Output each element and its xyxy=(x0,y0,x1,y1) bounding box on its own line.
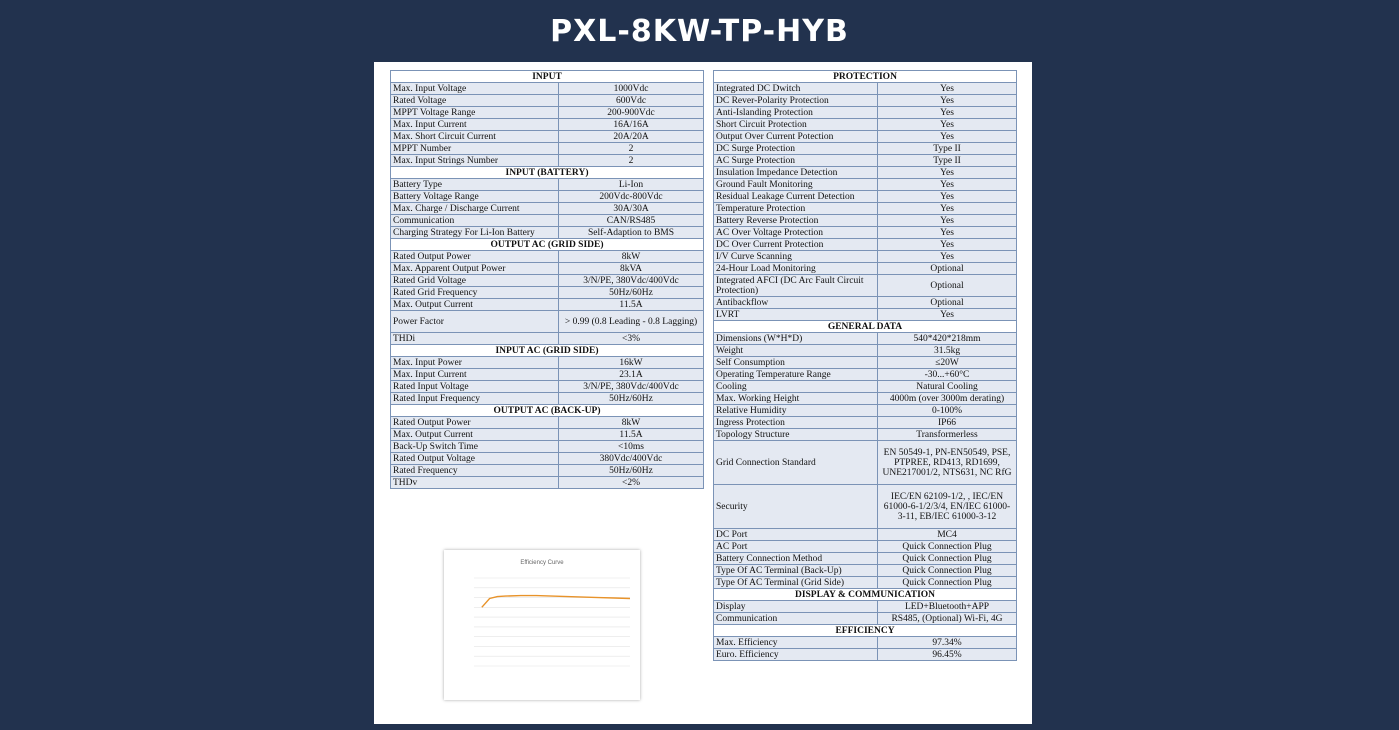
spec-sheet xyxy=(374,62,1032,724)
spec-label: Cooling xyxy=(714,381,878,393)
spec-value: CAN/RS485 xyxy=(559,215,704,227)
spec-label: Self Consumption xyxy=(714,357,878,369)
spec-label: Weight xyxy=(714,345,878,357)
spec-value: <10ms xyxy=(559,441,704,453)
section-header xyxy=(714,321,1017,333)
spec-value: 200Vdc-800Vdc xyxy=(559,191,704,203)
spec-label: Max. Input Power xyxy=(391,357,559,369)
spec-label: Display xyxy=(714,601,878,613)
spec-row xyxy=(391,453,704,465)
spec-value: Yes xyxy=(878,251,1017,263)
spec-value: Yes xyxy=(878,95,1017,107)
spec-row xyxy=(714,649,1017,661)
spec-value: Quick Connection Plug xyxy=(878,553,1017,565)
spec-label: Dimensions (W*H*D) xyxy=(714,333,878,345)
spec-value: 8kVA xyxy=(559,263,704,275)
spec-label: Power Factor xyxy=(391,311,559,333)
spec-label: Back-Up Switch Time xyxy=(391,441,559,453)
spec-row xyxy=(714,357,1017,369)
spec-value: Optional xyxy=(878,263,1017,275)
spec-label: Rated Grid Voltage xyxy=(391,275,559,287)
spec-label: Anti-Islanding Protection xyxy=(714,107,878,119)
spec-label: Rated Voltage xyxy=(391,95,559,107)
spec-row xyxy=(714,381,1017,393)
spec-label: Max. Short Circuit Current xyxy=(391,131,559,143)
spec-value: Type II xyxy=(878,155,1017,167)
spec-row xyxy=(714,613,1017,625)
spec-row xyxy=(714,227,1017,239)
spec-value: 16A/16A xyxy=(559,119,704,131)
spec-row xyxy=(714,309,1017,321)
spec-value: 2 xyxy=(559,155,704,167)
spec-row xyxy=(391,263,704,275)
spec-value: 3/N/PE, 380Vdc/400Vdc xyxy=(559,381,704,393)
spec-label: Integrated AFCI (DC Arc Fault Circuit Protection) xyxy=(714,275,878,297)
spec-label: Communication xyxy=(391,215,559,227)
spec-label: Insulation Impedance Detection xyxy=(714,167,878,179)
spec-value: Natural Cooling xyxy=(878,381,1017,393)
spec-value: 8kW xyxy=(559,251,704,263)
spec-row xyxy=(391,215,704,227)
spec-row xyxy=(714,541,1017,553)
spec-value: Yes xyxy=(878,179,1017,191)
spec-value: RS485, (Optional) Wi-Fi, 4G xyxy=(878,613,1017,625)
spec-table-right xyxy=(713,70,1017,661)
spec-row xyxy=(714,485,1017,529)
spec-value: Quick Connection Plug xyxy=(878,565,1017,577)
spec-label: THDv xyxy=(391,477,559,489)
section-header xyxy=(391,345,704,357)
spec-row xyxy=(714,143,1017,155)
spec-value: Yes xyxy=(878,227,1017,239)
spec-row xyxy=(391,287,704,299)
spec-label: Ground Fault Monitoring xyxy=(714,179,878,191)
spec-label: Battery Connection Method xyxy=(714,553,878,565)
spec-row xyxy=(391,107,704,119)
spec-row xyxy=(391,155,704,167)
spec-label: Max. Output Current xyxy=(391,299,559,311)
section-title: INPUT xyxy=(391,71,704,83)
spec-label: Relative Humidity xyxy=(714,405,878,417)
spec-row xyxy=(391,441,704,453)
spec-row xyxy=(714,297,1017,309)
spec-row xyxy=(391,357,704,369)
section-title: PROTECTION xyxy=(714,71,1017,83)
spec-label: AC Port xyxy=(714,541,878,553)
spec-row xyxy=(714,131,1017,143)
spec-row xyxy=(391,381,704,393)
spec-value: Yes xyxy=(878,203,1017,215)
section-header xyxy=(714,589,1017,601)
spec-row xyxy=(714,179,1017,191)
spec-label: Security xyxy=(714,485,878,529)
spec-label: DC Port xyxy=(714,529,878,541)
spec-label: Max. Apparent Output Power xyxy=(391,263,559,275)
spec-row xyxy=(714,239,1017,251)
spec-value: 97.34% xyxy=(878,637,1017,649)
spec-label: 24-Hour Load Monitoring xyxy=(714,263,878,275)
spec-value: 3/N/PE, 380Vdc/400Vdc xyxy=(559,275,704,287)
spec-row xyxy=(714,95,1017,107)
spec-row xyxy=(391,179,704,191)
spec-row xyxy=(714,167,1017,179)
spec-row xyxy=(391,465,704,477)
spec-value: Quick Connection Plug xyxy=(878,541,1017,553)
spec-value: ≤20W xyxy=(878,357,1017,369)
spec-row xyxy=(714,345,1017,357)
section-title: INPUT (BATTERY) xyxy=(391,167,704,179)
spec-row xyxy=(391,477,704,489)
spec-value: <2% xyxy=(559,477,704,489)
spec-label: Max. Input Voltage xyxy=(391,83,559,95)
spec-label: Integrated DC Dwitch xyxy=(714,83,878,95)
spec-value: IP66 xyxy=(878,417,1017,429)
spec-value: Yes xyxy=(878,107,1017,119)
spec-row xyxy=(714,191,1017,203)
chart-title: Efficiency Curve xyxy=(520,560,564,566)
spec-label: Battery Reverse Protection xyxy=(714,215,878,227)
spec-value: 11.5A xyxy=(559,429,704,441)
spec-label: Output Over Current Potection xyxy=(714,131,878,143)
spec-value: 50Hz/60Hz xyxy=(559,287,704,299)
spec-row xyxy=(714,429,1017,441)
section-title: OUTPUT AC (BACK-UP) xyxy=(391,405,704,417)
spec-table-left xyxy=(390,70,704,489)
spec-label: Euro. Efficiency xyxy=(714,649,878,661)
spec-row xyxy=(714,553,1017,565)
spec-label: Type Of AC Terminal (Back-Up) xyxy=(714,565,878,577)
spec-row xyxy=(391,131,704,143)
spec-label: Max. Input Current xyxy=(391,369,559,381)
spec-row xyxy=(714,601,1017,613)
spec-row xyxy=(714,565,1017,577)
spec-label: AC Over Voltage Protection xyxy=(714,227,878,239)
spec-label: Short Circuit Protection xyxy=(714,119,878,131)
spec-value: Yes xyxy=(878,119,1017,131)
spec-value: EN 50549-1, PN-EN50549, PSE, PTPREE, RD413, RD1699, UNE217001/2, NTS631, NC RfG xyxy=(878,441,1017,485)
spec-label: Max. Input Strings Number xyxy=(391,155,559,167)
spec-value: Optional xyxy=(878,275,1017,297)
spec-label: Antibackflow xyxy=(714,297,878,309)
spec-value: 8kW xyxy=(559,417,704,429)
spec-row xyxy=(714,417,1017,429)
spec-value: -30...+60°C xyxy=(878,369,1017,381)
spec-value: Yes xyxy=(878,239,1017,251)
efficiency-chart-svg xyxy=(444,550,640,700)
spec-value: 2 xyxy=(559,143,704,155)
spec-value: 20A/20A xyxy=(559,131,704,143)
section-header xyxy=(391,239,704,251)
section-header xyxy=(391,167,704,179)
spec-row xyxy=(391,83,704,95)
spec-row xyxy=(391,227,704,239)
spec-label: Rated Output Voltage xyxy=(391,453,559,465)
spec-row xyxy=(391,369,704,381)
spec-label: MPPT Number xyxy=(391,143,559,155)
spec-label: Rated Output Power xyxy=(391,417,559,429)
spec-row xyxy=(391,191,704,203)
section-header xyxy=(714,71,1017,83)
spec-value: 16kW xyxy=(559,357,704,369)
spec-value: Quick Connection Plug xyxy=(878,577,1017,589)
section-header xyxy=(714,625,1017,637)
spec-value: 540*420*218mm xyxy=(878,333,1017,345)
section-title: OUTPUT AC (GRID SIDE) xyxy=(391,239,704,251)
spec-label: AC Surge Protection xyxy=(714,155,878,167)
spec-value: 1000Vdc xyxy=(559,83,704,95)
spec-value: Li-Ion xyxy=(559,179,704,191)
spec-label: Charging Strategy For Li-Ion Battery xyxy=(391,227,559,239)
spec-label: MPPT Voltage Range xyxy=(391,107,559,119)
spec-value: 31.5kg xyxy=(878,345,1017,357)
spec-row xyxy=(391,393,704,405)
spec-row xyxy=(714,637,1017,649)
spec-label: Max. Input Current xyxy=(391,119,559,131)
spec-label: Communication xyxy=(714,613,878,625)
spec-label: Residual Leakage Current Detection xyxy=(714,191,878,203)
spec-row xyxy=(714,369,1017,381)
spec-row xyxy=(714,215,1017,227)
page-title: PXL-8KW-TP-HYB xyxy=(550,14,849,49)
spec-row xyxy=(391,417,704,429)
spec-row xyxy=(391,311,704,333)
spec-label: DC Rever-Polarity Protection xyxy=(714,95,878,107)
section-title: INPUT AC (GRID SIDE) xyxy=(391,345,704,357)
spec-label: Operating Temperature Range xyxy=(714,369,878,381)
spec-value: 30A/30A xyxy=(559,203,704,215)
spec-row xyxy=(714,155,1017,167)
spec-value: 23.1A xyxy=(559,369,704,381)
spec-label: Temperature Protection xyxy=(714,203,878,215)
spec-label: Rated Output Power xyxy=(391,251,559,263)
spec-label: I/V Curve Scanning xyxy=(714,251,878,263)
spec-row xyxy=(714,107,1017,119)
spec-label: Battery Type xyxy=(391,179,559,191)
spec-label: DC Surge Protection xyxy=(714,143,878,155)
spec-label: DC Over Current Protection xyxy=(714,239,878,251)
spec-value: 0-100% xyxy=(878,405,1017,417)
spec-value: 50Hz/60Hz xyxy=(559,465,704,477)
section-header xyxy=(391,71,704,83)
spec-row xyxy=(391,429,704,441)
spec-label: Max. Output Current xyxy=(391,429,559,441)
spec-label: Max. Working Height xyxy=(714,393,878,405)
spec-row xyxy=(714,529,1017,541)
spec-row xyxy=(714,83,1017,95)
spec-row xyxy=(391,333,704,345)
spec-row xyxy=(714,251,1017,263)
spec-label: Rated Frequency xyxy=(391,465,559,477)
spec-row xyxy=(714,577,1017,589)
spec-row xyxy=(714,119,1017,131)
spec-label: Rated Grid Frequency xyxy=(391,287,559,299)
spec-value: Type II xyxy=(878,143,1017,155)
spec-row xyxy=(714,393,1017,405)
spec-row xyxy=(391,203,704,215)
spec-label: Grid Connection Standard xyxy=(714,441,878,485)
spec-row xyxy=(391,143,704,155)
spec-label: THDi xyxy=(391,333,559,345)
spec-value: 4000m (over 3000m derating) xyxy=(878,393,1017,405)
spec-value: Yes xyxy=(878,167,1017,179)
spec-row xyxy=(391,95,704,107)
spec-value: IEC/EN 62109-1/2, , IEC/EN 61000-6-1/2/3/4, EN/IEC 61000-3-11, EB/IEC 61000-3-12 xyxy=(878,485,1017,529)
section-title: EFFICIENCY xyxy=(714,625,1017,637)
spec-value: Transformerless xyxy=(878,429,1017,441)
spec-label: Topology Structure xyxy=(714,429,878,441)
spec-label: Type Of AC Terminal (Grid Side) xyxy=(714,577,878,589)
spec-value: MC4 xyxy=(878,529,1017,541)
spec-value: > 0.99 (0.8 Leading - 0.8 Lagging) xyxy=(559,311,704,333)
spec-row xyxy=(391,275,704,287)
spec-row xyxy=(391,299,704,311)
spec-value: 50Hz/60Hz xyxy=(559,393,704,405)
spec-row xyxy=(714,441,1017,485)
spec-value: Yes xyxy=(878,309,1017,321)
spec-value: 200-900Vdc xyxy=(559,107,704,119)
spec-value: Yes xyxy=(878,131,1017,143)
spec-row xyxy=(714,275,1017,297)
spec-value: 380Vdc/400Vdc xyxy=(559,453,704,465)
spec-label: LVRT xyxy=(714,309,878,321)
spec-value: 11.5A xyxy=(559,299,704,311)
spec-row xyxy=(391,251,704,263)
spec-row xyxy=(391,119,704,131)
spec-row xyxy=(714,405,1017,417)
spec-row xyxy=(714,203,1017,215)
spec-label: Rated Input Frequency xyxy=(391,393,559,405)
spec-value: Yes xyxy=(878,83,1017,95)
section-title: GENERAL DATA xyxy=(714,321,1017,333)
spec-value: Optional xyxy=(878,297,1017,309)
spec-value: Yes xyxy=(878,191,1017,203)
spec-value: 96.45% xyxy=(878,649,1017,661)
spec-label: Max. Efficiency xyxy=(714,637,878,649)
section-title: DISPLAY & COMMUNICATION xyxy=(714,589,1017,601)
spec-value: Self-Adaption to BMS xyxy=(559,227,704,239)
spec-value: Yes xyxy=(878,215,1017,227)
spec-value: <3% xyxy=(559,333,704,345)
spec-label: Rated Input Voltage xyxy=(391,381,559,393)
spec-value: 600Vdc xyxy=(559,95,704,107)
spec-row xyxy=(714,333,1017,345)
chart-gridlines xyxy=(474,578,630,666)
spec-value: LED+Bluetooth+APP xyxy=(878,601,1017,613)
section-header xyxy=(391,405,704,417)
spec-row xyxy=(714,263,1017,275)
spec-label: Ingress Protection xyxy=(714,417,878,429)
spec-label: Battery Voltage Range xyxy=(391,191,559,203)
spec-label: Max. Charge / Discharge Current xyxy=(391,203,559,215)
efficiency-chart xyxy=(444,550,640,700)
